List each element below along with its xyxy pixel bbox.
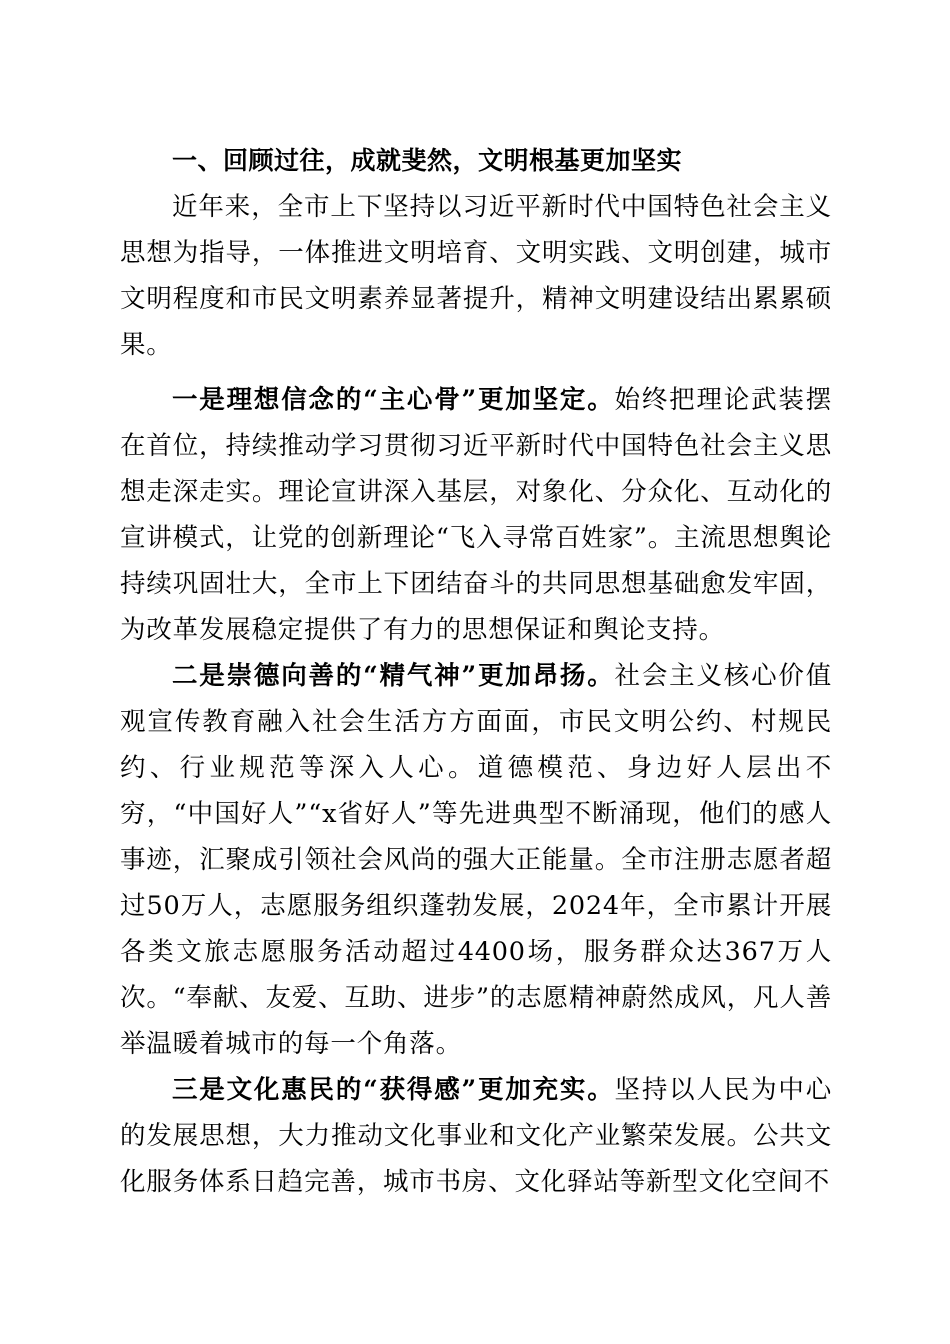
paragraph-morality: [120, 653, 832, 1067]
paragraph-body: 坚持以人民为中心的发展思想，大力推动文化事业和文化产业繁荣发展。公共文化服务体系日趋完善，城市书房、文化驿站等新型文化空间不: [120, 1075, 832, 1197]
section-heading: 一、回顾过往，成就斐然，文明根基更加坚实: [172, 146, 683, 175]
paragraph-lead: 二是崇德向善的“精气神”更加昂扬。: [172, 661, 615, 691]
paragraph-lead: 一是理想信念的“主心骨”更加坚定。: [172, 385, 615, 415]
paragraph-ideals: [120, 377, 832, 653]
document-body: [120, 138, 832, 1205]
paragraph-body: 社会主义核心价值观宣传教育融入社会生活方方面面，市民文明公约、村规民约、行业规范等深入人心。道德模范、身边好人层出不穷，“中国好人”“x省好人”等先进典型不断涌现，他们的感人事迹，汇聚成引领社会风尚的强大正能量。全市注册志愿者超过50万人，志愿服务组织蓬勃发展，2024年，全市累计开展各类文旅志愿服务活动超过4400场，服务群众达367万人次。“奉献、友爱、互助、进步”的志愿精神蔚然成风，凡人善举温暖着城市的每一个角落。: [120, 661, 832, 1059]
paragraph-culture: [120, 1067, 832, 1205]
paragraph-body: 始终把理论武装摆在首位，持续推动学习贯彻习近平新时代中国特色社会主义思想走深走实。理论宣讲深入基层，对象化、分众化、互动化的宣讲模式，让党的创新理论“飞入寻常百姓家”。主流思想舆论持续巩固壮大，全市上下团结奋斗的共同思想基础愈发牢固，为改革发展稳定提供了有力的思想保证和舆论支持。: [120, 385, 832, 645]
paragraph-body: 近年来，全市上下坚持以习近平新时代中国特色社会主义思想为指导，一体推进文明培育、文明实践、文明创建，城市文明程度和市民文明素养显著提升，精神文明建设结出累累硕果。: [120, 192, 832, 360]
paragraph-lead: 三是文化惠民的“获得感”更加充实。: [172, 1075, 615, 1105]
intro-paragraph: [120, 184, 832, 368]
